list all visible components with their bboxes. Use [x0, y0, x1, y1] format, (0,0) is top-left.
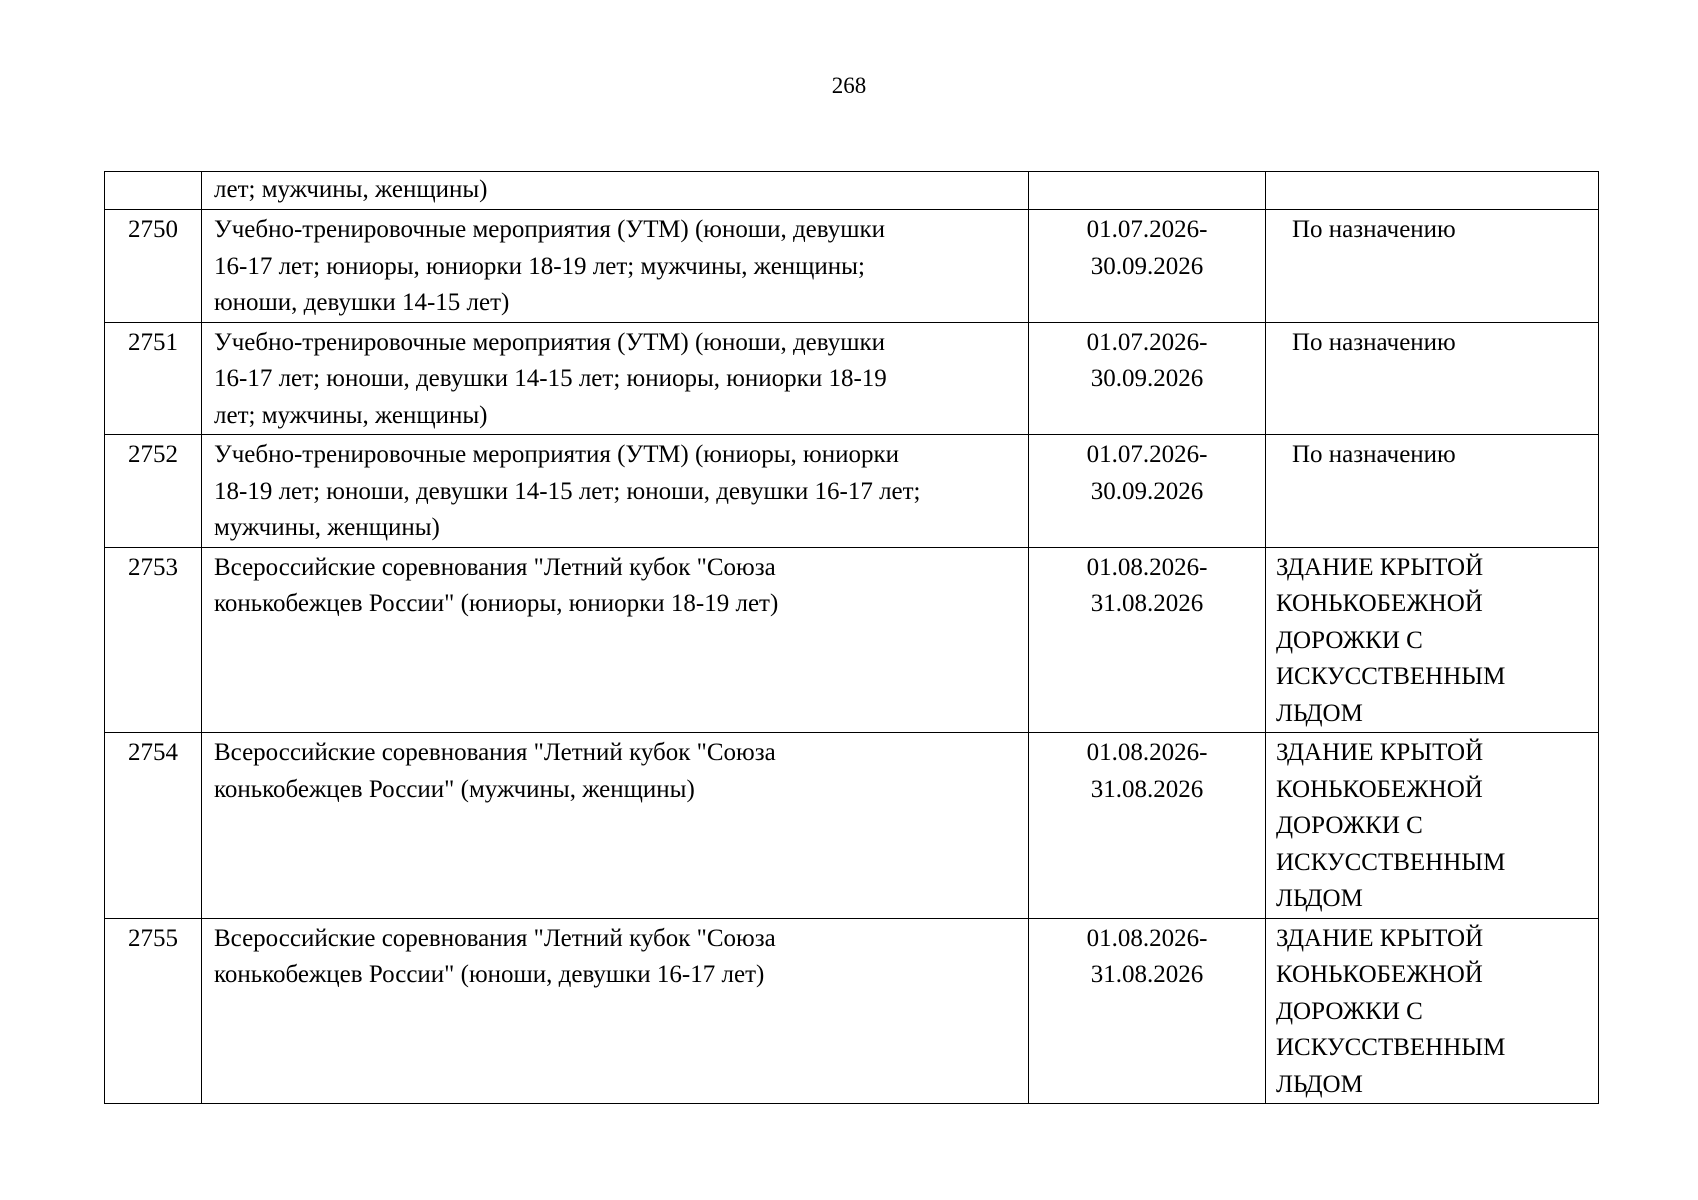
event-place: По назначению: [1292, 328, 1456, 356]
table-row: [105, 210, 1599, 323]
event-name-cell: [202, 172, 1029, 210]
event-number-cell: [105, 733, 202, 919]
page-number: 268: [831, 73, 867, 98]
event-place: ЗДАНИЕ КРЫТОЙ КОНЬКОБЕЖНОЙ ДОРОЖКИ С ИСКУССТВЕННЫМ ЛЬДОМ: [1276, 924, 1506, 1098]
event-dates: 01.07.2026- 30.09.2026: [1086, 328, 1208, 392]
event-place-cell: [1266, 210, 1599, 323]
event-name-cell: [202, 918, 1029, 1104]
event-number-cell: [105, 210, 202, 323]
event-place-cell: [1266, 918, 1599, 1104]
events-table: [104, 171, 1599, 1104]
table-row: [105, 918, 1599, 1104]
event-number: 2752: [128, 441, 178, 468]
event-dates: 01.07.2026- 30.09.2026: [1086, 441, 1208, 505]
event-name-cell: [202, 435, 1029, 548]
table-row: [105, 733, 1599, 919]
event-place-cell: [1266, 435, 1599, 548]
event-name-cell: [202, 322, 1029, 435]
event-dates: 01.07.2026- 30.09.2026: [1086, 216, 1208, 280]
event-number: 2750: [128, 216, 178, 243]
event-number-cell: [105, 435, 202, 548]
event-name-cell: [202, 210, 1029, 323]
event-name: Учебно-тренировочные мероприятия (УТМ) (юноши, девушки 16-17 лет; юниоры, юниорки 18-19 лет; мужчины, женщины; юноши, девушки 14-15 лет): [214, 216, 886, 316]
event-number: 2755: [128, 924, 178, 952]
event-name: Всероссийские соревнования "Летний кубок "Союза конькобежцев России" (мужчины, женщины): [214, 739, 776, 803]
event-dates-cell: [1029, 435, 1266, 548]
event-number-cell: [105, 547, 202, 733]
event-dates: 01.08.2026- 31.08.2026: [1086, 739, 1208, 803]
table-row: [105, 435, 1599, 548]
event-dates-cell: [1029, 322, 1266, 435]
event-name: Учебно-тренировочные мероприятия (УТМ) (юниоры, юниорки 18-19 лет; юноши, девушки 14-15 лет; юноши, девушки 16-17 лет; мужчины, женщины): [214, 441, 921, 541]
event-place: ЗДАНИЕ КРЫТОЙ КОНЬКОБЕЖНОЙ ДОРОЖКИ С ИСКУССТВЕННЫМ ЛЬДОМ: [1276, 553, 1506, 727]
table-row: [105, 322, 1599, 435]
event-name-cell: [202, 547, 1029, 733]
event-place-cell: [1266, 733, 1599, 919]
event-number: 2751: [128, 328, 178, 356]
event-number-cell: [105, 172, 202, 210]
event-name: Всероссийские соревнования "Летний кубок "Союза конькобежцев России" (юниоры, юниорки 18-19 лет): [214, 553, 779, 617]
event-dates-cell: [1029, 210, 1266, 323]
event-number: 2753: [128, 553, 178, 581]
event-number-cell: [105, 322, 202, 435]
event-name-cell: [202, 733, 1029, 919]
event-place: ЗДАНИЕ КРЫТОЙ КОНЬКОБЕЖНОЙ ДОРОЖКИ С ИСКУССТВЕННЫМ ЛЬДОМ: [1276, 739, 1506, 912]
event-place-cell: [1266, 322, 1599, 435]
event-name: Всероссийские соревнования "Летний кубок "Союза конькобежцев России" (юноши, девушки 16-17 лет): [214, 924, 776, 988]
event-place-cell: [1266, 547, 1599, 733]
event-dates-cell: [1029, 733, 1266, 919]
event-place-cell: [1266, 172, 1599, 210]
event-name: лет; мужчины, женщины): [214, 176, 488, 203]
event-dates-cell: [1029, 547, 1266, 733]
event-dates: 01.08.2026- 31.08.2026: [1086, 924, 1208, 988]
event-number: 2754: [128, 739, 178, 766]
event-place: По назначению: [1292, 216, 1456, 243]
event-place: По назначению: [1292, 441, 1456, 468]
event-dates: 01.08.2026- 31.08.2026: [1086, 553, 1208, 617]
event-number-cell: [105, 918, 202, 1104]
table-row-continuation: [105, 172, 1599, 210]
event-dates-cell: [1029, 918, 1266, 1104]
event-dates-cell: [1029, 172, 1266, 210]
table-row: [105, 547, 1599, 733]
event-name: Учебно-тренировочные мероприятия (УТМ) (юноши, девушки 16-17 лет; юноши, девушки 14-15 лет; юниоры, юниорки 18-19 лет; мужчины, женщины): [214, 328, 887, 429]
